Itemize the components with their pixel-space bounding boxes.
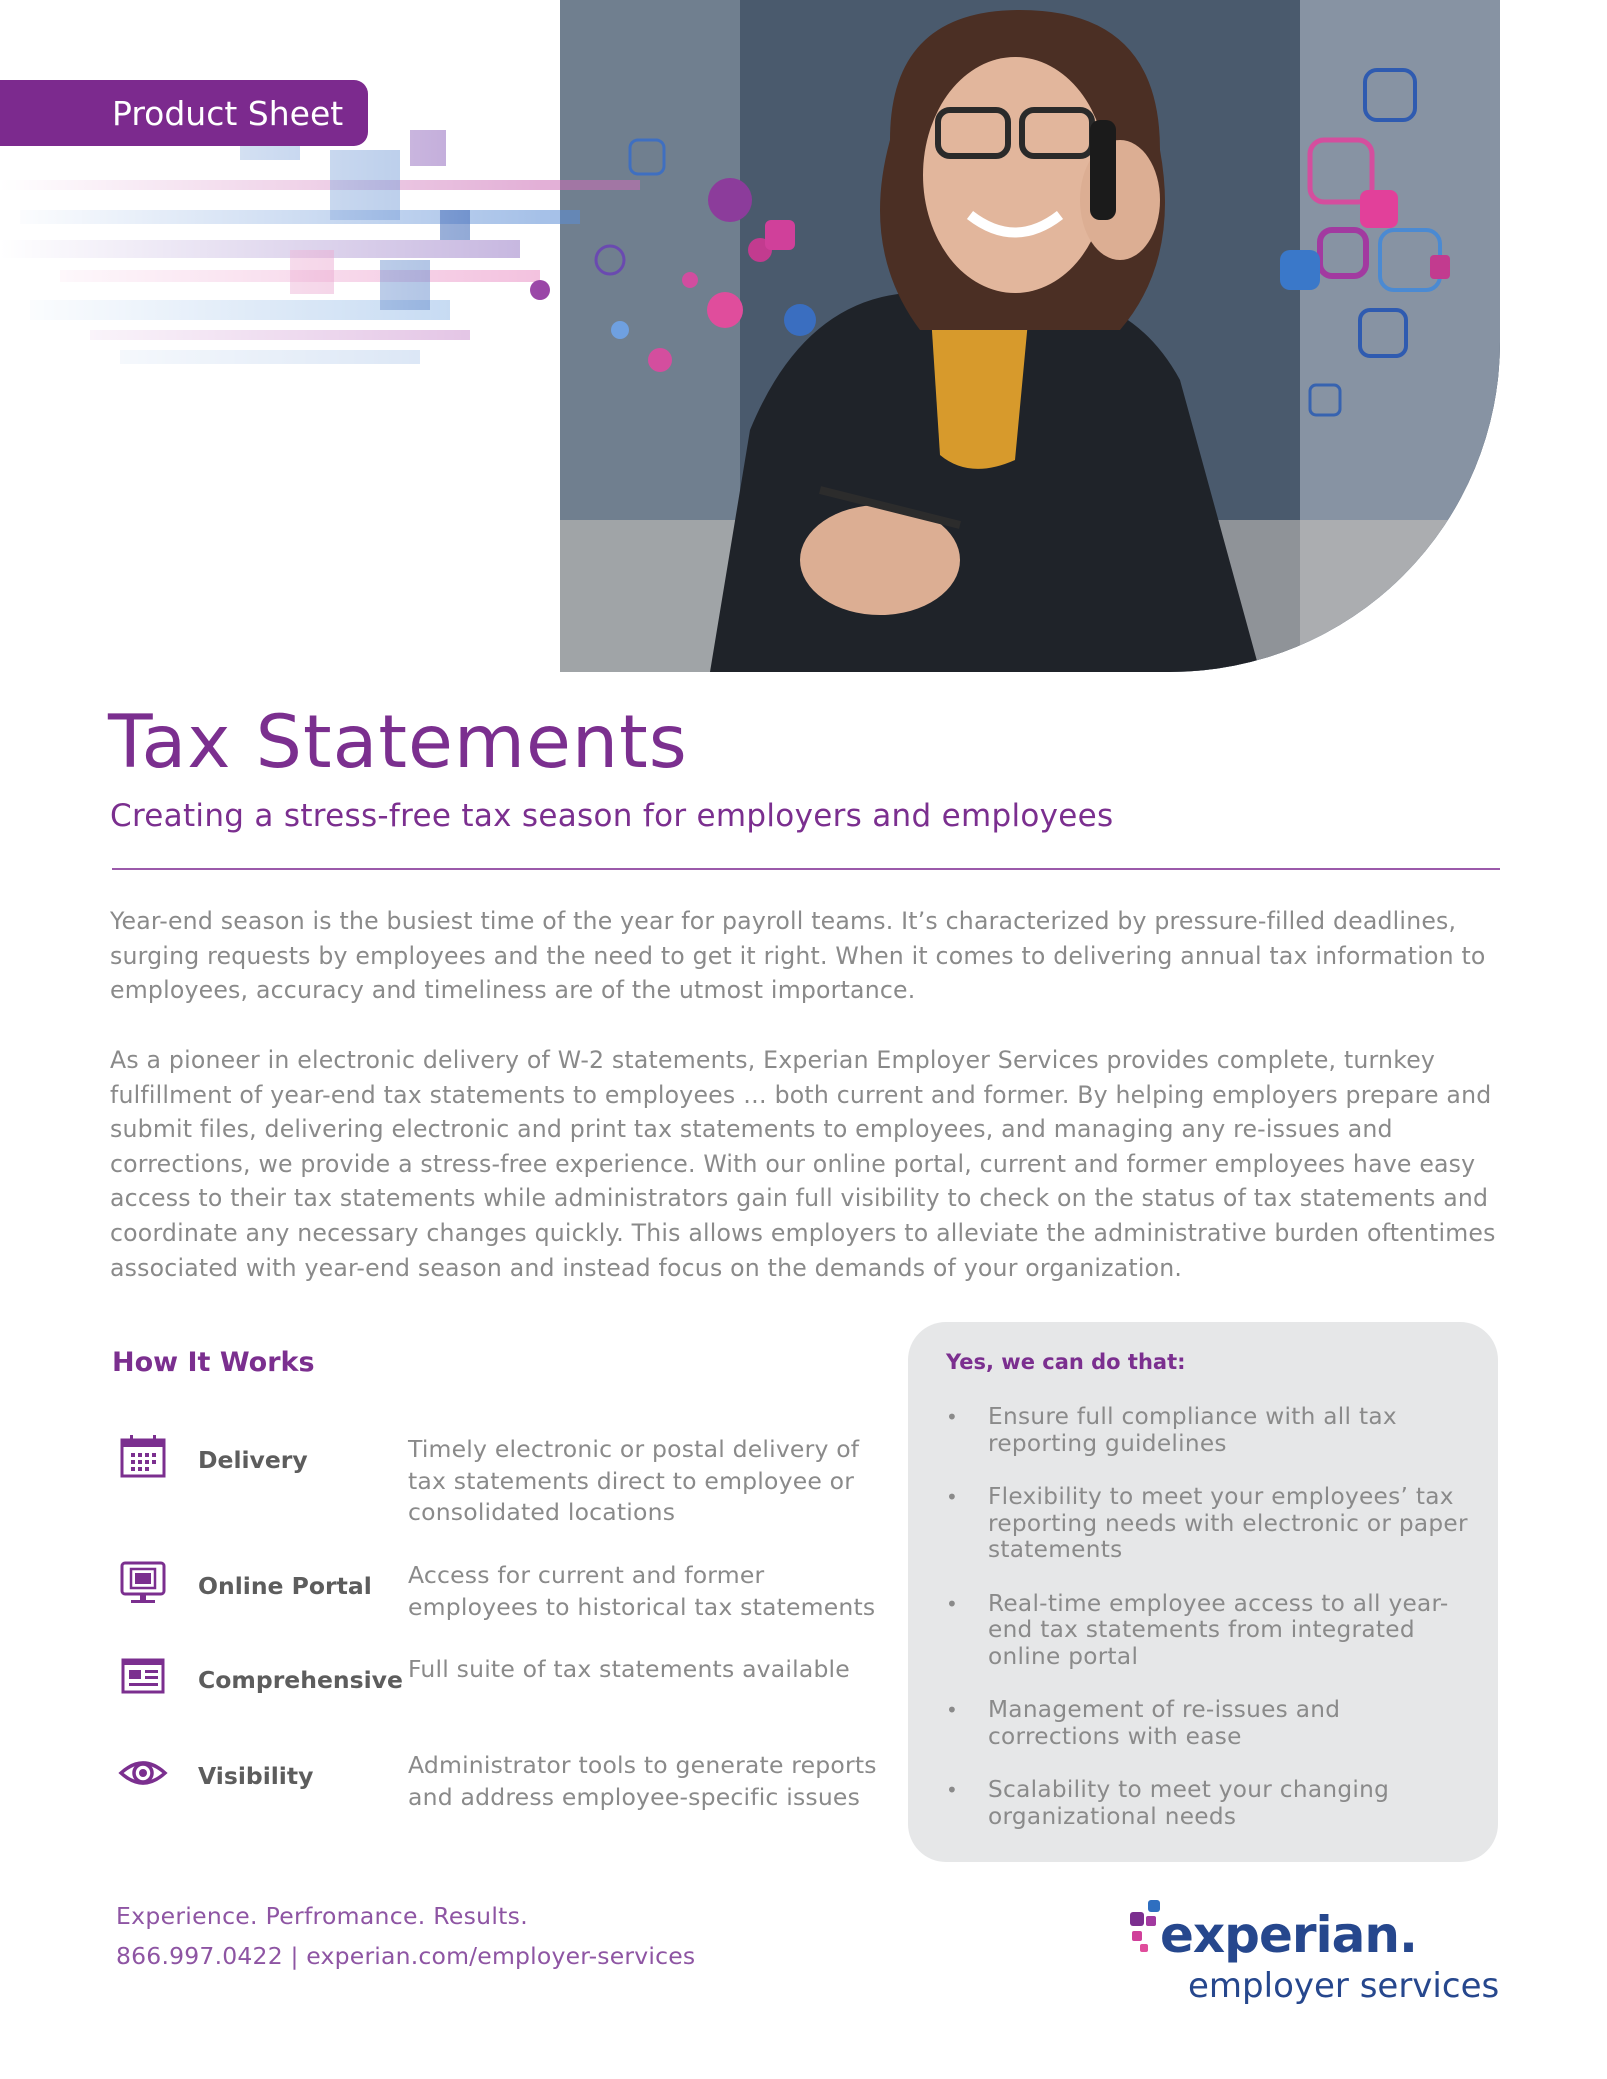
list-item: • Real-time employee access to all year-end tax statements from integrated online portal bbox=[946, 1589, 1449, 1670]
footer-contact[interactable]: 866.997.0422 | experian.com/employer-services bbox=[116, 1942, 696, 1970]
intro-paragraph-1: Year-end season is the busiest time of the year for payroll teams. It’s characterized by pressure-filled deadlines, surging requests by employees and the need to get it right. When it comes to delivering annual tax information to employees, accuracy and timeliness are of the utmost importance. bbox=[110, 907, 1486, 1005]
feature-description: Access for current and former employees to historical tax statements bbox=[408, 1561, 876, 1621]
feature-name: Visibility bbox=[198, 1762, 314, 1790]
list-item: • Management of re-issues and corrections with ease bbox=[946, 1696, 1341, 1750]
banner-label: Product Sheet bbox=[112, 93, 344, 133]
capabilities-panel bbox=[908, 1322, 1498, 1862]
bullet-icon: • bbox=[946, 1405, 959, 1429]
product-sheet-banner bbox=[0, 80, 368, 146]
list-item: • Scalability to meet your changing organizational needs bbox=[946, 1776, 1390, 1830]
feature-description: Full suite of tax statements available bbox=[408, 1655, 850, 1683]
hero-image bbox=[0, 0, 1500, 672]
document-icon bbox=[118, 1652, 168, 1702]
capabilities-list bbox=[908, 1404, 1468, 1857]
capabilities-heading: Yes, we can do that: bbox=[946, 1350, 1186, 1374]
list-item: • Flexibility to meet your employees’ tax reporting needs with electronic or paper statements bbox=[946, 1483, 1468, 1563]
monitor-icon bbox=[118, 1558, 168, 1608]
title-divider bbox=[112, 868, 1500, 870]
footer-tagline: Experience. Perfromance. Results. bbox=[116, 1902, 528, 1930]
logo-brand: experian. bbox=[1160, 1906, 1417, 1964]
intro-paragraph-2: As a pioneer in electronic delivery of W-2 statements, Experian Employer Services provides complete, turnkey fulfillment of year-end tax statements to employees … both current and former. By helping employers prepare and submit files, delivering electronic and print tax statements to employees, and managing any re-issues and corrections, we provide a stress-free experience. With our online portal, current and former employees have easy access to their tax statements while administrators gain full visibility to check on the status of tax statements and coordinate any necessary changes quickly. This allows employers to alleviate the administrative burden oftentimes associated with year-end season and instead focus on the demands of your organization. bbox=[110, 1046, 1496, 1282]
page-subtitle: Creating a stress-free tax season for employers and employees bbox=[110, 798, 1114, 834]
calendar-icon bbox=[118, 1432, 168, 1482]
feature-name: Delivery bbox=[198, 1446, 308, 1474]
bullet-icon: • bbox=[946, 1485, 959, 1509]
feature-name: Comprehensive bbox=[198, 1666, 403, 1694]
bullet-icon: • bbox=[946, 1778, 959, 1802]
how-it-works-heading: How It Works bbox=[112, 1347, 315, 1378]
bullet-icon: • bbox=[946, 1591, 959, 1616]
list-item: • Ensure full compliance with all tax reporting guidelines bbox=[946, 1403, 1397, 1457]
experian-logo bbox=[1128, 1898, 1503, 2018]
bullet-icon: • bbox=[946, 1698, 959, 1722]
feature-description: Administrator tools to generate reports and address employee-specific issues bbox=[408, 1751, 877, 1811]
feature-name: Online Portal bbox=[198, 1572, 372, 1600]
feature-description: Timely electronic or postal delivery of tax statements direct to employee or consolidated locations bbox=[408, 1435, 860, 1526]
logo-subtitle: employer services bbox=[1188, 1966, 1500, 2006]
page-title: Tax Statements bbox=[108, 700, 688, 785]
eye-icon bbox=[118, 1748, 168, 1798]
